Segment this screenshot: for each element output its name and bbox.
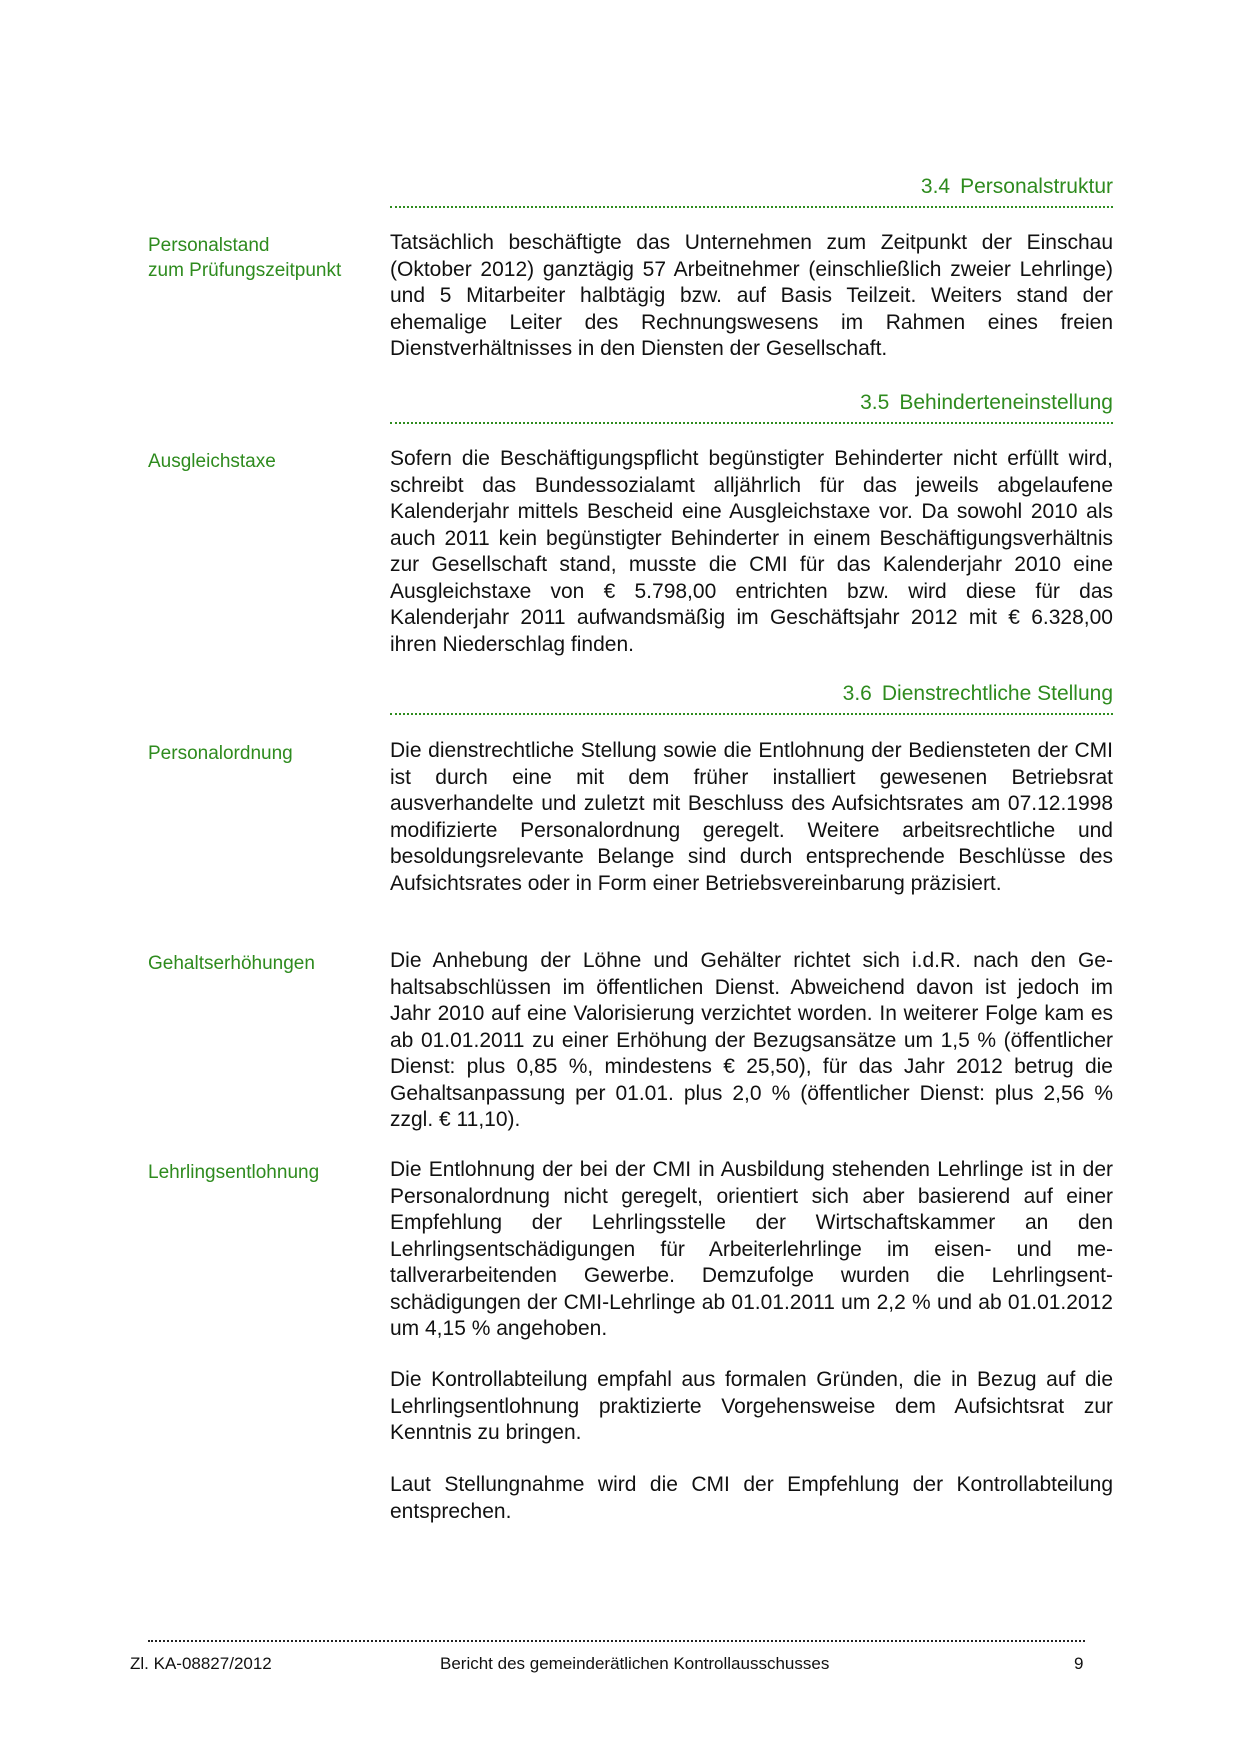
section-number: 3.6 [842,682,872,705]
footer-divider [148,1640,1085,1642]
footer-title: Bericht des gemeinderätlichen Kontrollausschusses [440,1654,830,1673]
paragraph-stellungnahme: Laut Stellungnahme wird die CMI der Empfehlung der Kontrollabteilung entsprechen. [390,1473,1113,1523]
section-title: Dienstrechtliche Stellung [881,682,1113,705]
paragraph-empfehlung: Die Kontrollabteilung empfahl aus formalen Gründen, die in Bezug auf die Lehrlingsentlohnung praktizierte Vorgehensweise dem Aufsichtsrat zur Kenntnis zu bringen. [390,1368,1113,1444]
paragraph-personalordnung: Die dienstrechtliche Stellung sowie die Entlohnung der Bediensteten der CMI ist durch eine mit dem früher installiert gewesenen Betriebsrat ausverhandelte und zuletzt mit Beschluss des Aufsichtsrates am 07.12.1998 modifizierte Personalordnung geregelt. Weitere arbeitsrechtliche und besoldungsrelevante Belange sind durch entsprechende Beschlüsse des Aufsichtsrates oder in Form einer Betriebsvereinbarung präzisiert. [390,739,1113,895]
section-title: Behinderteneinstellung [899,391,1113,414]
section-title: Personalstruktur [960,175,1113,198]
footer-reference: Zl. KA-08827/2012 [130,1654,272,1673]
paragraph-personalstand: Tatsächlich beschäftigte das Unternehmen zum Zeitpunkt der Einschau (Oktober 2012) ganztägig 57 Arbeitnehmer (einschließlich zweier Lehrlinge) und 5 Mitarbeiter halbtägig bzw. auf Basis Teilzeit. Weiters stand der ehemalige Leiter des Rechnungswesens im Rahmen eines freien Dienstverhältnisses in den Diensten der Gesellschaft. [390,231,1113,360]
page-number: 9 [1074,1654,1084,1673]
paragraph-lehrlingsentlohnung: Die Entlohnung der bei der CMI in Ausbildung stehenden Lehrlinge ist in der Personalordnung nicht geregelt, orientiert sich aber basierend auf einer Empfehlung der Lehrlingsstelle der Wirtschaftskammer an den Lehrlingsentschädigungen für Arbeiterlehrlinge im eisen- und metallverarbeitenden Gewerbe. Demzufolge wurden die Lehrlingsentschädigungen der CMI-Lehrlinge ab 01.01.2011 um 2,2 % und ab 01.01.2012 um 4,15 % angehoben. [390,1158,1113,1340]
section-number: 3.5 [860,391,890,414]
margin-label-personalordnung: Personalordnung [148,743,293,764]
paragraph-ausgleichstaxe: Sofern die Beschäftigungspflicht begünstigter Behinderter nicht erfüllt wird, schreibt das Bundessozialamt alljährlich für das jeweils abgelaufene Kalenderjahr mittels Bescheid eine Ausgleichstaxe vor. Da sowohl 2010 als auch 2011 kein begünstigter Behinderter in einem Beschäftigungsverhältnis zur Gesellschaft stand, musste die CMI für das Kalenderjahr 2010 eine Ausgleichstaxe von € 5.798,00 entrichten bzw. wird diese für das Kalenderjahr 2011 aufwandsmäßig im Geschäftsjahr 2012 mit € 6.328,00 ihren Niederschlag finden. [390,447,1113,656]
section-heading-3-5 [390,390,1113,424]
paragraph-gehaltserhoehungen: Die Anhebung der Löhne und Gehälter richtet sich i.d.R. nach den Gehaltsabschlüssen im öffentlichen Dienst. Abweichend davon ist jedoch im Jahr 2010 auf eine Valorisierung verzichtet worden. In weiterer Folge kam es ab 01.01.2011 zu einer Erhöhung der Bezugsansätze um 1,5 % (öffentlicher Dienst: plus 0,85 %, mindestens € 25,50), für das Jahr 2012 betrug die Gehaltsanpassung per 01.01. plus 2,0 % (öffentlicher Dienst: plus 2,56 % zzgl. € 11,10). [390,949,1113,1131]
margin-label-lehrlingsentlohnung: Lehrlingsentlohnung [148,1162,320,1183]
section-heading-3-6 [390,681,1113,715]
margin-label-personalstand: Personalstand zum Prüfungszeitpunkt [148,235,342,281]
section-heading-3-4 [390,174,1113,208]
margin-label-gehaltserhoehungen: Gehaltserhöhungen [148,953,315,974]
section-number: 3.4 [920,175,951,198]
margin-label-ausgleichstaxe: Ausgleichstaxe [148,451,276,472]
